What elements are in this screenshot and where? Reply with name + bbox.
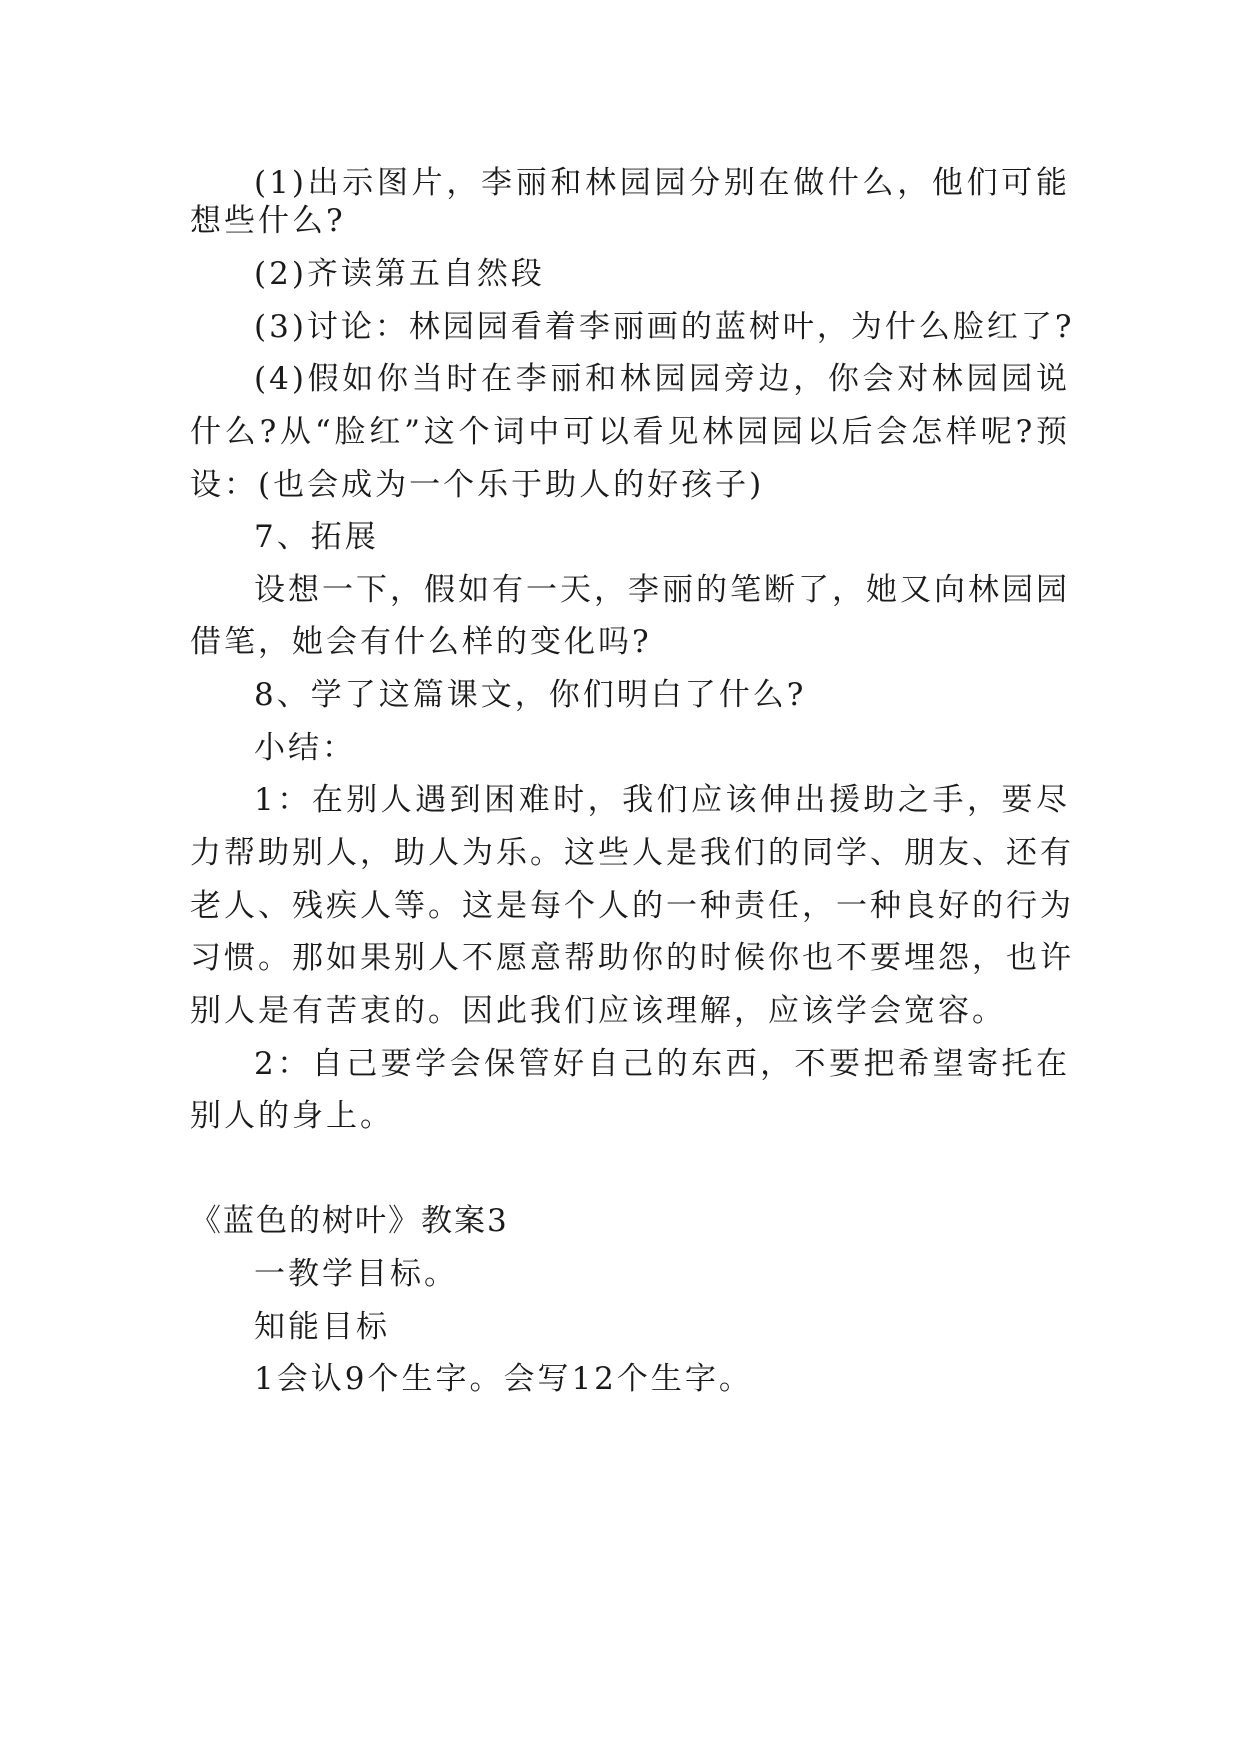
text-line: 一教学目标。 [254,1256,458,1292]
text-line: 设想一下，假如有一天，李丽的笔断了，她又向林园园 [254,572,1070,608]
text-line: 别人的身上。 [190,1098,394,1134]
text-line: 借笔，她会有什么样的变化吗? [190,624,652,660]
text-line: 小结： [254,730,356,766]
text-line: (3)讨论：林园园看着李丽画的蓝树叶，为什么脸红了? [254,309,1075,345]
text-line: 习惯。那如果别人不愿意帮助你的时候你也不要埋怨，也许 [190,940,1074,976]
text-line: 1：在别人遇到困难时，我们应该伸出援助之手，要尽 [254,782,1070,818]
text-line: 设：(也会成为一个乐于助人的好孩子) [190,467,765,503]
text-line: 力帮助别人，助人为乐。这些人是我们的同学、朋友、还有 [190,835,1074,871]
text-line: 知能目标 [254,1309,390,1345]
text-line: 别人是有苦衷的。因此我们应该理解，应该学会宽容。 [190,993,1006,1029]
text-line: (2)齐读第五自然段 [254,256,545,292]
text-line: 8、学了这篇课文，你们明白了什么? [254,677,807,713]
text-line: (1)出示图片，李丽和林园园分别在做什么，他们可能 [254,165,1070,201]
text-line: 1会认9个生字。会写12个生字。 [254,1361,753,1397]
text-line: 7、拓展 [254,519,379,555]
text-line: 什么?从“脸红”这个词中可以看见林园园以后会怎样呢?预 [190,414,1070,450]
text-line: 老人、残疾人等。这是每个人的一种责任，一种良好的行为 [190,888,1074,924]
text-line: 想些什么? [190,203,346,239]
text-line: 2：自己要学会保管好自己的东西，不要把希望寄托在 [254,1046,1070,1082]
text-line: (4)假如你当时在李丽和林园园旁边，你会对林园园说 [254,361,1070,397]
section-heading: 《蓝色的树叶》教案3 [190,1203,509,1239]
